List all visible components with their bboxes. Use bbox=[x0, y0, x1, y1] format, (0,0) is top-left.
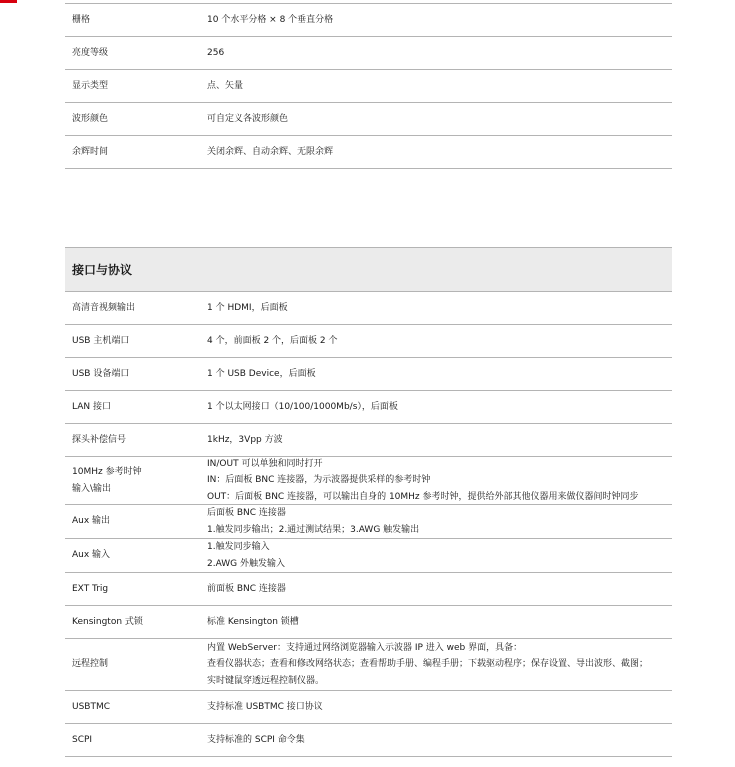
spec-key: 显示类型 bbox=[72, 80, 109, 91]
spec-key: EXT Trig bbox=[72, 583, 109, 594]
spec-row-ext-trig bbox=[65, 573, 672, 606]
spec-value-line: 1.触发同步输入 bbox=[207, 542, 270, 552]
spec-row-usb-host bbox=[65, 325, 672, 358]
spec-key-line: 10MHz 参考时钟 bbox=[72, 467, 142, 477]
spec-row-usbtmc bbox=[65, 691, 672, 724]
spec-key: Aux 输出 bbox=[72, 516, 111, 527]
spec-value: 标准 Kensington 锁槽 bbox=[207, 616, 299, 627]
spec-row-waveform-color bbox=[65, 103, 672, 136]
spec-key bbox=[65, 464, 200, 497]
spec-key: 余辉时间 bbox=[72, 146, 109, 157]
spec-value-line: OUT：后面板 BNC 连接器，可以输出自身的 10MHz 参考时钟，提供给外部其他仪器用来做仪器间时钟同步 bbox=[207, 491, 639, 502]
spec-key: 高清音视频输出 bbox=[72, 302, 136, 313]
spec-row-hdmi bbox=[65, 292, 672, 325]
spec-value bbox=[200, 505, 672, 538]
spec-value-line: 2.AWG 外触发输入 bbox=[207, 558, 285, 569]
spec-value: 前面板 BNC 连接器 bbox=[207, 583, 286, 594]
spec-value: 支持标准的 SCPI 命令集 bbox=[207, 734, 305, 745]
spec-row-remote-control bbox=[65, 639, 672, 691]
spec-value: 1 个以太网接口（10/100/1000Mb/s），后面板 bbox=[207, 401, 398, 412]
spec-value-line: 内置 WebServer：支持通过网络浏览器输入示波器 IP 进入 web 界面，具备： bbox=[207, 642, 523, 653]
spec-value: 点、矢量 bbox=[207, 80, 244, 91]
spec-key-line: 输入\输出 bbox=[72, 483, 112, 494]
spec-key: 波形颜色 bbox=[72, 113, 109, 124]
spec-row-grid bbox=[65, 4, 672, 37]
spec-row-aux-in bbox=[65, 539, 672, 573]
spec-value-line: IN：后面板 BNC 连接器，为示波器提供采样的参考时钟 bbox=[207, 475, 431, 486]
spec-value bbox=[200, 539, 672, 572]
spec-value: 1 个 USB Device，后面板 bbox=[207, 368, 316, 379]
spec-value bbox=[200, 640, 672, 690]
spec-key: Kensington 式锁 bbox=[72, 616, 143, 627]
spec-value: 支持标准 USBTMC 接口协议 bbox=[207, 701, 323, 712]
spec-key: USBTMC bbox=[72, 701, 111, 712]
spec-value bbox=[200, 456, 672, 506]
spec-value-line: 1.触发同步输出；2.通过测试结果；3.AWG 触发输出 bbox=[207, 524, 420, 535]
red-corner-mark bbox=[0, 0, 17, 3]
spec-row-scpi bbox=[65, 724, 672, 757]
spec-value-line: 实时键鼠穿透远程控制仪器。 bbox=[207, 675, 325, 686]
spec-row-persistence bbox=[65, 136, 672, 169]
spec-value: 可自定义各波形颜色 bbox=[207, 113, 289, 124]
spec-value: 256 bbox=[207, 47, 225, 58]
spec-row-probe-comp bbox=[65, 424, 672, 457]
spec-key: 远程控制 bbox=[72, 659, 109, 670]
display-spec-table bbox=[65, 3, 672, 169]
spec-value: 1kHz，3Vpp 方波 bbox=[207, 434, 283, 445]
spec-key: 亮度等级 bbox=[72, 47, 109, 58]
spec-row-lan bbox=[65, 391, 672, 424]
spec-row-kensington bbox=[65, 606, 672, 639]
spec-key: LAN 接口 bbox=[72, 401, 111, 412]
section-title: 接口与协议 bbox=[65, 247, 672, 292]
spec-row-brightness bbox=[65, 37, 672, 70]
spec-key: Aux 输入 bbox=[72, 550, 111, 561]
spec-value: 关闭余辉、自动余辉、无限余辉 bbox=[207, 146, 334, 157]
spec-value-line: 查看仪器状态；查看和修改网络状态；查看帮助手册、编程手册；下载驱动程序；保存设置、导出波形、截图； bbox=[207, 659, 649, 670]
spec-row-usb-device bbox=[65, 358, 672, 391]
spec-value: 4 个，前面板 2 个，后面板 2 个 bbox=[207, 335, 338, 346]
spec-value: 1 个 HDMI，后面板 bbox=[207, 302, 288, 313]
interface-spec-table bbox=[65, 292, 672, 757]
spec-value: 10 个水平分格 × 8 个垂直分格 bbox=[207, 14, 334, 25]
spec-key: SCPI bbox=[72, 734, 93, 745]
spec-key: USB 设备端口 bbox=[72, 368, 130, 379]
spec-value-line: IN/OUT 可以单独和同时打开 bbox=[207, 458, 323, 469]
spec-row-10mhz-ref bbox=[65, 457, 672, 505]
spec-row-aux-out bbox=[65, 505, 672, 539]
spec-row-display-type bbox=[65, 70, 672, 103]
spec-key: 栅格 bbox=[72, 14, 91, 25]
spec-key: 探头补偿信号 bbox=[72, 434, 127, 445]
spec-key: USB 主机端口 bbox=[72, 335, 130, 346]
spec-value-line: 后面板 BNC 连接器 bbox=[207, 508, 286, 518]
